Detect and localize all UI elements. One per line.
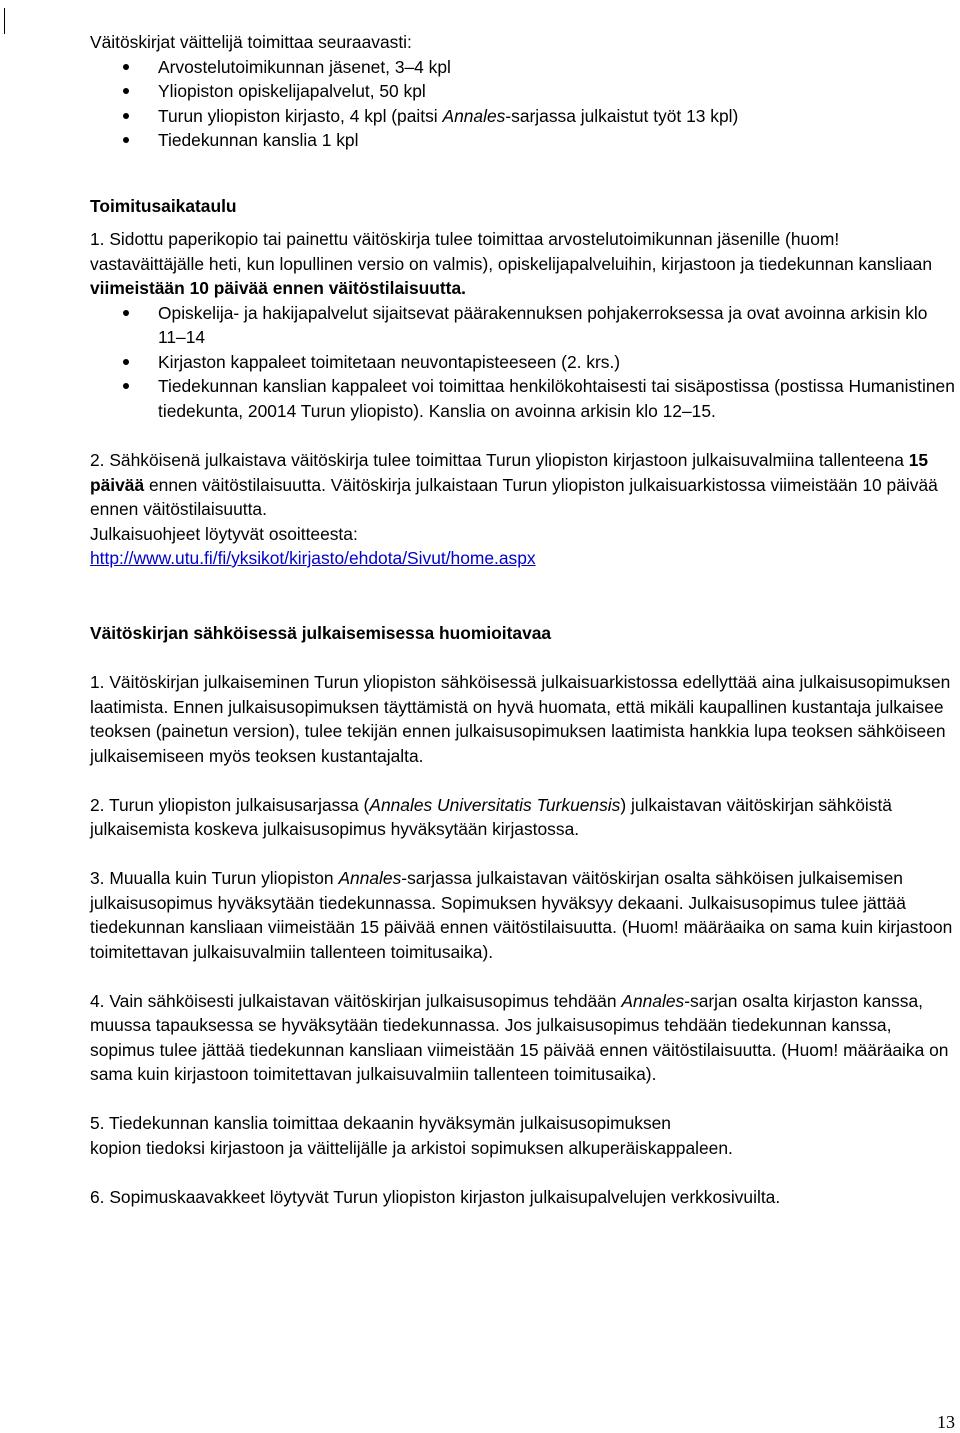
list-item: Kirjaston kappaleet toimitetaan neuvontapisteeseen (2. krs.) [90, 350, 958, 375]
list-item: Opiskelija- ja hakijapalvelut sijaitsevat päärakennuksen pohjakerroksessa ja ovat avoinna arkisin klo 11–14 [90, 301, 958, 350]
intro-lead: Väitöskirjat väittelijä toimittaa seuraavasti: [90, 32, 412, 52]
guide-link-line [90, 546, 958, 571]
page-number: 13 [937, 1412, 955, 1432]
list-item: Tiedekunnan kanslian kappaleet voi toimittaa henkilökohtaisesti tai sisäpostissa (postissa Humanistinen tiedekunta, 20014 Turun yliopisto). Kanslia on avoinna arkisin klo 12–15. [90, 374, 958, 423]
list-item: Tiedekunnan kanslia 1 kpl [90, 128, 958, 153]
electronic-paragraph-6: 6. Sopimuskaavakkeet löytyvät Turun yliopiston kirjaston julkaisupalvelujen verkkosivuilta. [90, 1186, 781, 1207]
guide-text: Julkaisuohjeet löytyvät osoitteesta: [90, 523, 358, 544]
schedule-step-1: 1. Sidottu paperikopio tai painettu väitöskirja tulee toimittaa arvostelutoimikunnan jäsenille (huom! vastaväittäjälle heti, kun lopullinen versio on valmis), opiskelijapalveluihin, kirjastoon ja tiedekunnan kansliaan viimeistään 10 päivää ennen väitöstilaisuutta. [90, 229, 932, 298]
electronic-paragraph-5: 5. Tiedekunnan kanslia toimittaa dekaanin hyväksymän julkaisusopimuksen kopion tiedoksi kirjastoon ja väittelijälle ja arkistoi sopimuksen alkuperäiskappaleen. [90, 1113, 733, 1158]
list-item: Turun yliopiston kirjasto, 4 kpl (paitsi Annales-sarjassa julkaistut työt 13 kpl) [90, 104, 958, 129]
electronic-paragraph-1: 1. Väitöskirjan julkaiseminen Turun yliopiston sähköisessä julkaisuarkistossa edellyttää aina julkaisusopimuksen laatimista. Ennen julkaisusopimuksen täyttämistä on hyvä huomata, että mikäli kaupallinen kustantaja julkaisee teoksen (painetun version), tulee tekijän ennen julkaisusopimuksen laatimista hankkia lupa teoksen sähköiseen julkaisemiseen myös teoksen kustantajalta. [90, 672, 951, 766]
document-page [90, 30, 958, 1209]
electronic-paragraph-3: 3. Muualla kuin Turun yliopiston Annales-sarjassa julkaistavan väitöskirjan osalta sähköisen julkaisemisen julkaisusopimus hyväksytään tiedekunnassa. Sopimuksen hyväksyy dekaani. Julkaisusopimus tulee jättää tiedekunnan kansliaan viimeistään 15 päivää ennen väitöstilaisuutta. (Huom! määräaika on sama kuin kirjastoon toimitettavan julkaisuvalmiin tallenteen toimitusaika). [90, 868, 953, 962]
electronic-paragraph-2: 2. Turun yliopiston julkaisusarjassa (Annales Universitatis Turkuensis) julkaistavan väitöskirjan sähköistä julkaisemista koskeva julkaisusopimus hyväksytään kirjastossa. [90, 794, 892, 839]
list-item: Arvostelutoimikunnan jäsenet, 3–4 kpl [90, 55, 958, 80]
delivery-list [90, 55, 958, 153]
guide-link[interactable]: http://www.utu.fi/fi/yksikot/kirjasto/ehdota/Sivut/home.aspx [90, 548, 536, 568]
text-cursor [4, 8, 5, 34]
electronic-paragraph-4: 4. Vain sähköisesti julkaistavan väitöskirjan julkaisusopimus tehdään Annales-sarjan osalta kirjaston kanssa, muussa tapauksessa se hyväksytään tiedekunnassa. Jos julkaisusopimus tehdään tiedekunnan kanssa, sopimus tulee jättää tiedekunnan kansliaan viimeistään 15 päivää ennen väitöstilaisuutta. (Huom! määräaika on sama kuin kirjastoon toimitettavan julkaisuvalmiin tallenteen toimitusaika). [90, 990, 949, 1084]
schedule-step-2: 2. Sähköisenä julkaistava väitöskirja tulee toimittaa Turun yliopiston kirjastoon julkaisuvalmiina tallenteena 15 päivää ennen väitöstilaisuutta. Väitöskirja julkaistaan Turun yliopiston julkaisuarkistossa viimeistään 10 päivää ennen väitöstilaisuutta. [90, 450, 938, 519]
section-heading-schedule: Toimitusaikataulu [90, 195, 237, 216]
schedule-list [90, 301, 958, 424]
section-heading-electronic: Väitöskirjan sähköisessä julkaisemisessa huomioitavaa [90, 622, 552, 643]
list-item: Yliopiston opiskelijapalvelut, 50 kpl [90, 79, 958, 104]
